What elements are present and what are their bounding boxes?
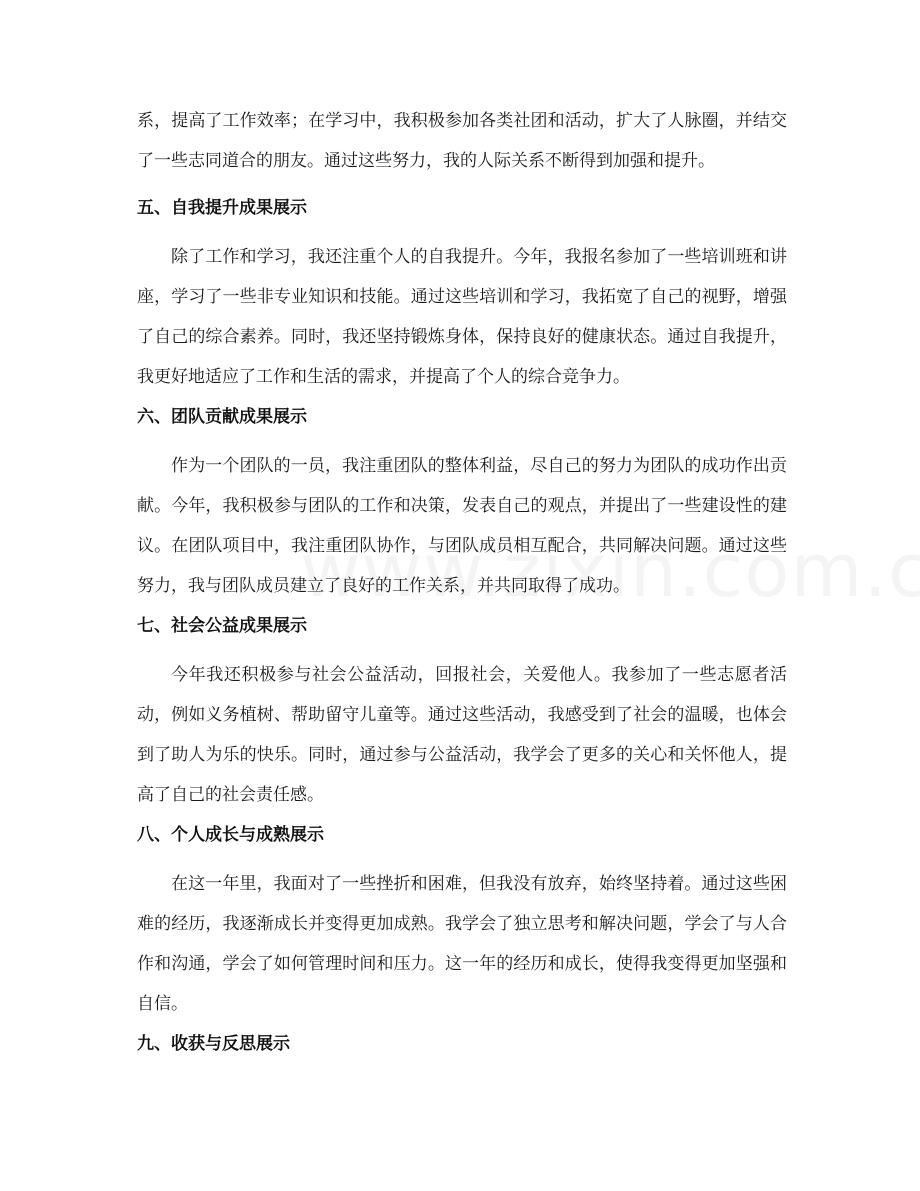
section-8-heading-block (137, 823, 787, 847)
section-paragraph: 除了工作和学习，我还注重个人的自我提升。今年，我报名参加了一些培训班和讲座，学习了一些非专业知识和技能。通过这些培训和学习，我拓宽了自己的视野，增强了自己的综合素养。同时，我还坚持锻炼身体，保持良好的健康状态。通过自我提升，我更好地适应了工作和生活的需求，并提高了个人的综合竞争力。 (137, 247, 787, 387)
section-7-heading-block (137, 614, 787, 638)
section-paragraph: 今年我还积极参与社会公益活动，回报社会，关爱他人。我参加了一些志愿者活动，例如义务植树、帮助留守儿童等。通过这些活动，我感受到了社会的温暖，也体会到了助人为乐的快乐。同时，通过参与公益活动，我学会了更多的关心和关怀他人，提高了自己的社会责任感。 (137, 665, 787, 805)
section-9-heading-block (137, 1032, 787, 1056)
intro-block (137, 101, 787, 181)
section-heading: 八、个人成长与成熟展示 (137, 825, 324, 845)
section-heading: 五、自我提升成果展示 (137, 198, 307, 218)
section-paragraph: 作为一个团队的一员，我注重团队的整体利益，尽自己的努力为团队的成功作出贡献。今年，我积极参与团队的工作和决策，发表自己的观点，并提出了一些建设性的建议。在团队项目中，我注重团队协作，与团队成员相互配合，共同解决问题。通过这些努力，我与团队成员建立了良好的工作关系，并共同取得了成功。 (137, 456, 787, 596)
section-8-body-block (137, 864, 787, 1024)
section-heading: 七、社会公益成果展示 (137, 616, 307, 636)
intro-paragraph: 系，提高了工作效率；在学习中，我积极参加各类社团和活动，扩大了人脉圈，并结交了一些志同道合的朋友。通过这些努力，我的人际关系不断得到加强和提升。 (137, 111, 787, 171)
section-paragraph: 在这一年里，我面对了一些挫折和困难，但我没有放弃，始终坚持着。通过这些困难的经历，我逐渐成长并变得更加成熟。我学会了独立思考和解决问题，学会了与人合作和沟通，学会了如何管理时间和压力。这一年的经历和成长，使得我变得更加坚强和自信。 (137, 874, 787, 1014)
section-5-body-block (137, 237, 787, 397)
section-5-heading-block (137, 196, 787, 220)
section-heading: 六、团队贡献成果展示 (137, 407, 307, 427)
section-6-heading-block (137, 405, 787, 429)
section-7-body-block (137, 655, 787, 815)
section-heading: 九、收获与反思展示 (137, 1034, 290, 1054)
section-6-body-block (137, 446, 787, 606)
